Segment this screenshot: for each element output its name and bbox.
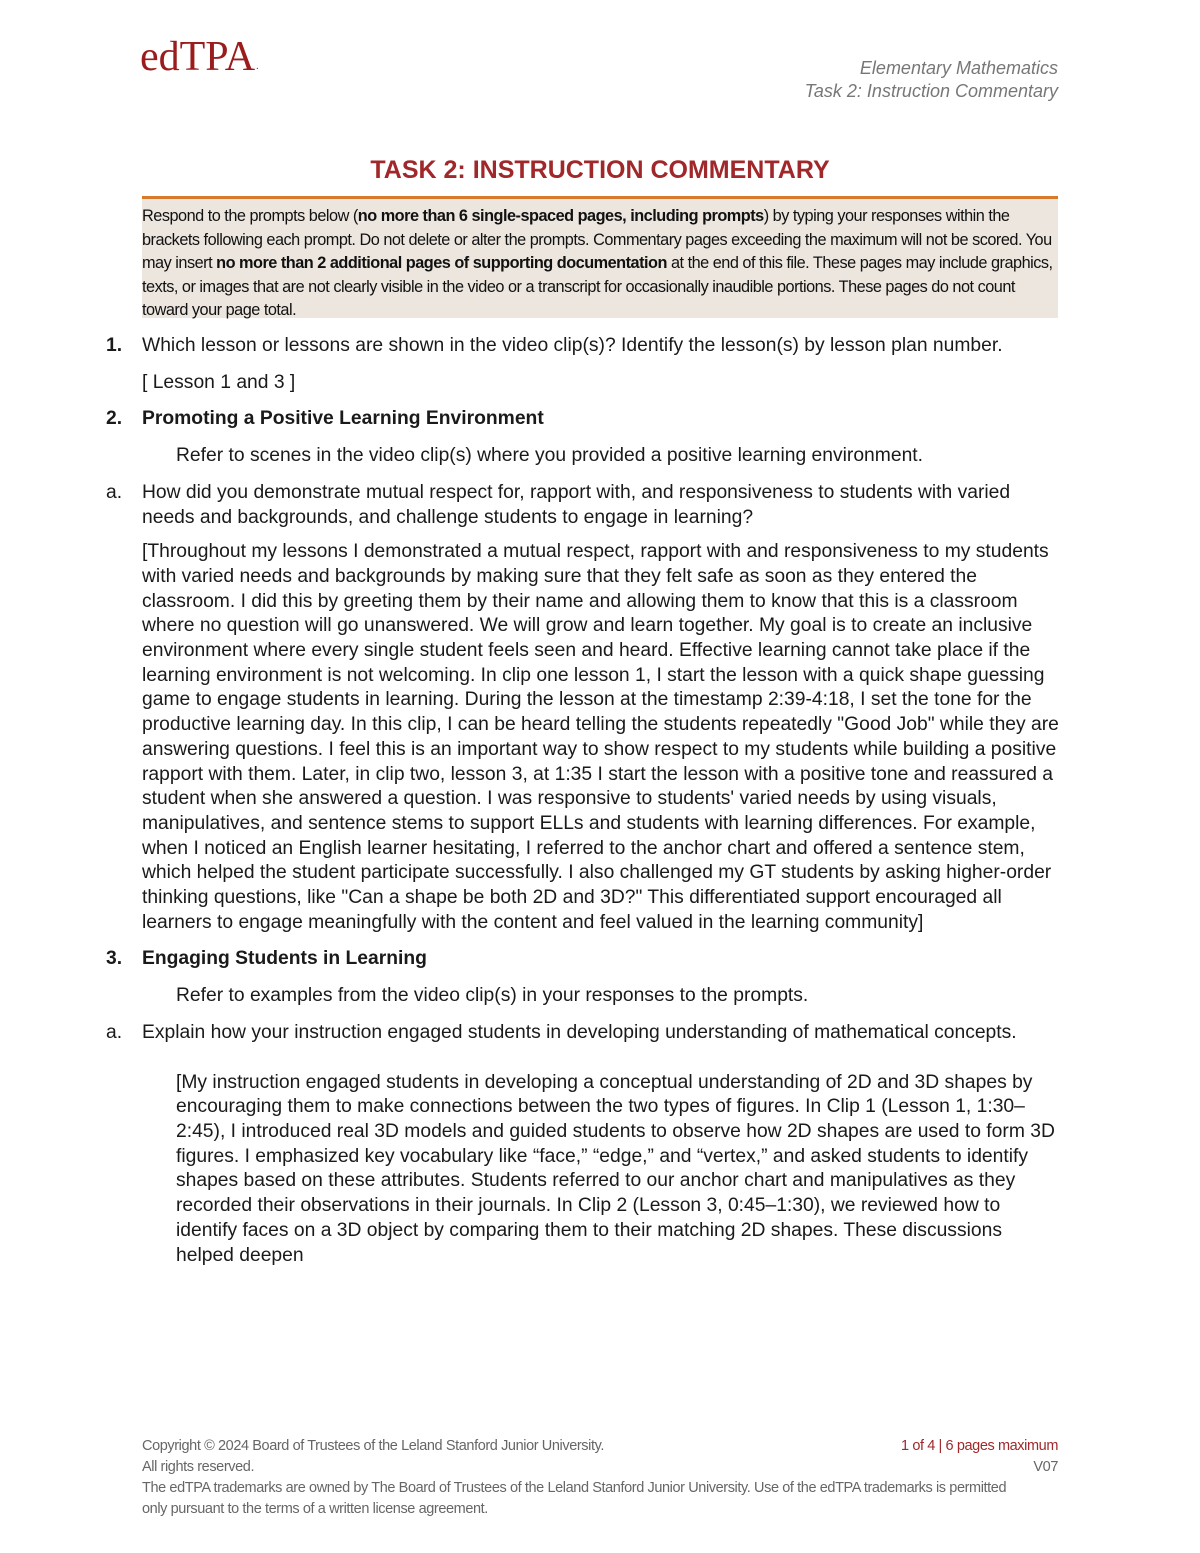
instructions-box: Respond to the prompts below (no more than 6 single-spaced pages, including prompts) by typing your responses within the brackets following each prompt. Do not delete or alter the prompts. Commentary pages exceeding the maximum will not be scored. You may insert no more than 2 additional pages of supporting documentation at the end of this file. These pages may include graphics, texts, or images that are not clearly visible in the video or a transcript for occasionally inaudible portions. These pages do not count toward your page total. [142, 199, 1058, 318]
answer-2a: [Throughout my lessons I demonstrated a mutual respect, rapport with and responsiveness to my students with varied needs and backgrounds by making sure that they felt safe as soon as they entered the classroom. I did this by greeting them by their name and allowing them to know that this is a classroom where no question will go unanswered. We will grow and learn together. My goal is to create an inclusive environment where every single student feels seen and heard. Effective learning cannot take place if the learning environment is not welcoming. In clip one lesson 1, I start the lesson with a quick shape guessing game to engage students in learning. During the lesson at the timestamp 2:39-4:18, I set the tone for the productive learning day. In this clip, I can be heard telling the students repeatedly "Good Job" while they are answering questions. I feel this is an important way to show respect to my students while building a positive rapport with them. Later, in clip two, lesson 3, at 1:35 I start the lesson with a positive tone and reassured a student when she answered a question. I was responsive to students' varied needs by using visuals, manipulatives, and sentence stems to support ELLs and students with learning differences. For example, when I noticed an English learner hesitating, I referred to the anchor chart and offered a sentence stem, which helped the student participate successfully. I also challenged my GT students by asking higher-order thinking questions, like "Can a shape be both 2D and 3D?" This differentiated support encouraged all learners to engage meaningfully with the content and feel valued in the learning community] [142, 541, 1059, 933]
rights-text: All rights reserved. [142, 1459, 255, 1475]
prompt-3a: a. Explain how your instruction engaged students in developing understanding of mathematical concepts. [106, 1021, 1017, 1043]
subject-label: Elementary Mathematics [859, 58, 1058, 78]
prompt-2a: a. How did you demonstrate mutual respect for, rapport with, and responsiveness to students with varied needs and backgrounds, and challenge students to engage in learning? [106, 481, 1011, 528]
footer-page-info [901, 1436, 1058, 1478]
page-title: TASK 2: INSTRUCTION COMMENTARY [370, 156, 830, 184]
section-2-intro: Refer to scenes in the video clip(s) where you provided a positive learning environment. [176, 445, 924, 467]
answer-1: [ Lesson 1 and 3 ] [142, 371, 296, 393]
commentary-body [106, 334, 1062, 1268]
task-label: Task 2: Instruction Commentary [804, 81, 1058, 101]
page-count: 1 of 4 | 6 pages maximum [901, 1438, 1058, 1454]
section-2-heading: 2. Promoting a Positive Learning Environment [106, 408, 544, 430]
section-3-heading: 3. Engaging Students in Learning [106, 948, 427, 970]
footer-legal [142, 1436, 1022, 1520]
prompt-1: 1. Which lesson or lessons are shown in the video clip(s)? Identify the lesson(s) by lesson plan number. [106, 335, 1003, 356]
section-3-intro: Refer to examples from the video clip(s) in your responses to the prompts. [176, 985, 809, 1007]
copyright-text: Copyright © 2024 Board of Trustees of the Leland Stanford Junior University. [142, 1438, 605, 1454]
trademark-text: The edTPA trademarks are owned by The Board of Trustees of the Leland Stanford Junior University. Use of the edTPA trademarks is permitted only pursuant to the terms of a written license agreement. [142, 1480, 1007, 1517]
running-head [805, 57, 1058, 103]
answer-3a: [My instruction engaged students in developing a conceptual understanding of 2D and 3D shapes by encouraging them to make connections between the two types of figures. In Clip 1 (Lesson 1, 1:30–2:45), I introduced real 3D models and guided students to observe how 2D shapes are used to form 3D figures. I emphasized key vocabulary like “face,” “edge,” and “vertex,” and asked students to identify shapes based on these attributes. Students referred to our anchor chart and manipulatives as they recorded their observations in their journals. In Clip 2 (Lesson 3, 0:45–1:30), we reviewed how to identify faces on a 3D object by comparing them to their matching 2D shapes. These discussions helped deepen [176, 1071, 1055, 1266]
edtpa-logo: edTPA. [140, 34, 259, 80]
version-label: V07 [1033, 1459, 1058, 1475]
